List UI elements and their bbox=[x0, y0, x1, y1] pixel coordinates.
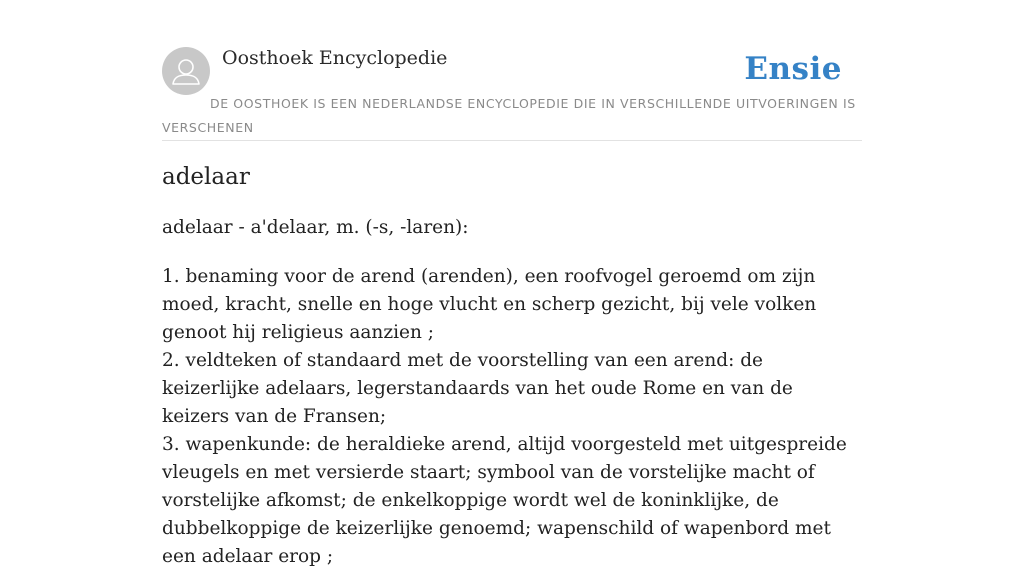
source-title[interactable]: Oosthoek Encyclopedie bbox=[222, 47, 448, 69]
brand-logo[interactable]: Ensie bbox=[744, 51, 842, 87]
page-title: adelaar bbox=[162, 164, 250, 190]
definition-item: 1. benaming voor de arend (arenden), een roofvogel geroemd om zijn moed, kracht, snelle en hoge vlucht en scherp gezicht, bij vele volken genoot hij religieus aanzien ; bbox=[162, 266, 817, 343]
definition-item: 2. veldteken of standaard met de voorstelling van een arend: de keizerlijke adelaars, legerstandaards van het oude Rome en van de keizers van de Fransen; bbox=[162, 350, 793, 427]
entry-intro: adelaar - a'delaar, m. (-s, -laren): bbox=[162, 217, 469, 238]
definition-list bbox=[162, 263, 862, 571]
source-description: DE OOSTHOEK IS EEN NEDERLANDSE ENCYCLOPEDIE DIE IN VERSCHILLENDE UITVOERINGEN IS VERSCHENEN bbox=[162, 96, 856, 135]
avatar[interactable] bbox=[162, 47, 210, 95]
definition-item: 3. wapenkunde: de heraldieke arend, altijd voorgesteld met uitgespreide vleugels en met versierde staart; symbool van de vorstelijke macht of vorstelijke afkomst; de enkelkoppige wordt wel de koninklijke, de dubbelkoppige de keizerlijke genoemd; wapenschild of wapenbord met een adelaar erop ; bbox=[162, 434, 847, 567]
source-header bbox=[162, 44, 862, 141]
user-icon bbox=[162, 47, 210, 95]
